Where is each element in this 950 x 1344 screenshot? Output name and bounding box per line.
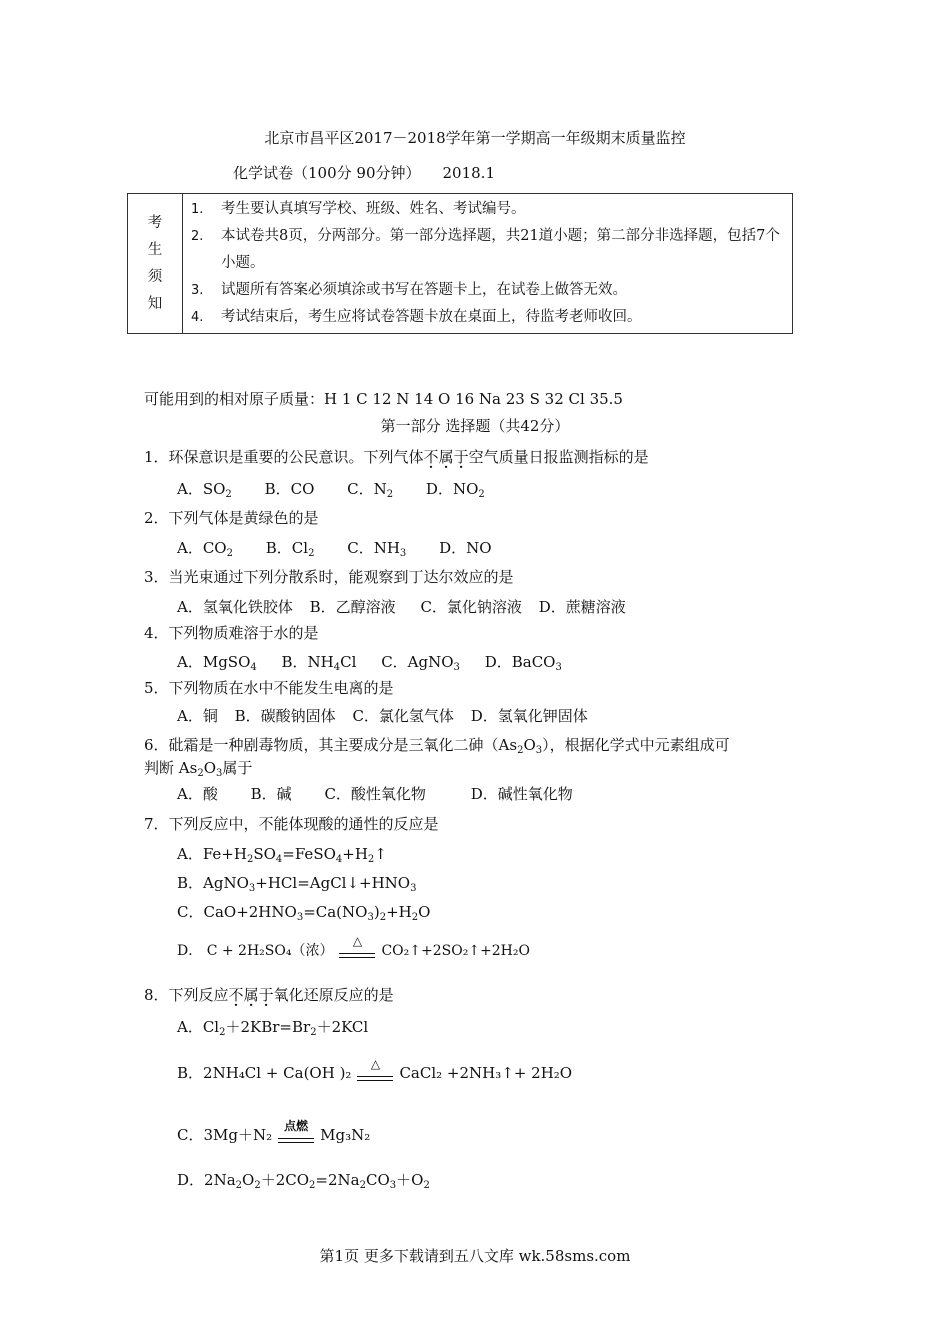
question-6-line1: 6．砒霜是一种剧毒物质，其主要成分是三氧化二砷$(As_2O_3)$，根据化学式中元素组成可 [144,736,730,756]
notice-text: 考生要认真填写学校、班级、姓名、考试编号。 [221,201,526,217]
side-char: 生 [147,241,163,258]
question-8: 8．下列反应不属于氧化还原反应的是 [144,986,394,1004]
option-a: A．酸 [177,785,218,803]
notice-num: 2. [191,229,204,244]
emphasis-char: 于 [453,448,469,466]
q8-option-a: A．$Cl_2+2KBr=Br_2+2KCl$ [177,1018,369,1038]
notice-content [183,194,793,334]
notice-box [127,193,793,334]
atomic-masses: 可能用到的相对原子质量：H 1 C 12 N 14 O 16 Na 23 S 32 Cl 35.5 [144,390,623,408]
emphasis-char: 属 [243,986,259,1004]
option-b: B．$Cl_2$ [265,539,315,559]
emphasis-char: 不 [228,986,244,1004]
side-char: 知 [147,295,163,312]
notice-num: 1. [191,202,204,217]
option-c: C．AgNO$_3$ [381,653,460,673]
q4-options [177,651,562,673]
question-7: 7．下列反应中，不能体现酸的通性的反应是 [144,815,439,833]
option-a: A．$SO_2$ [177,480,232,500]
question-2: 2．下列气体是黄绿色的是 [144,509,319,527]
q3-options [177,596,626,617]
notice-item [191,277,784,304]
q8-option-d: D．$2Na_2O_2+2CO_2=2Na_2CO_3+O_2$ [177,1171,430,1191]
question-3: 3．当光束通过下列分散系时，能观察到丁达尔效应的是 [144,568,514,586]
notice-item [191,223,784,277]
emphasis-char: 于 [258,986,274,1004]
option-d: D．氢氧化钾固体 [470,707,588,725]
option-b: B．碱 [250,785,292,803]
option-c: C．氯化氢气体 [352,707,454,725]
q7-option-a: A．$Fe+H_2SO_4=FeSO_4+H_2↑$ [177,845,387,865]
question-1 [144,446,649,467]
side-char: 考 [147,214,163,231]
question-6-line2: 判断 $As_2O_3$属于 [144,759,253,779]
notice-num: 3. [191,283,204,298]
subtitle-text: 化学试卷（100分 90分钟） [233,164,421,182]
ignite-condition: 点燃 [276,1125,316,1147]
exam-date: 2018.1 [442,164,495,182]
notice-text: 考试结束后，考生应将试卷答题卡放在桌面上，待监考老师收回。 [221,309,642,325]
option-d: D．BaCO$_3$ [484,653,562,673]
q6-options [177,783,573,804]
q1-text-end: 空气质量日报监测指标的是 [468,448,649,466]
q7-option-b: B．$AgNO_3+HCl=AgCl↓+HNO_3$ [177,874,417,894]
q8-option-b: B．2NH₄Cl + Ca(OH )₂ △ CaCl₂ +2NH₃↑+ 2H₂O [177,1062,572,1085]
q2-options [177,537,492,559]
option-a: A．氢氧化铁胶体 [177,598,293,616]
option-c: C．$NH_3$ [347,539,407,559]
q7-option-d: D． C + 2H₂SO₄（浓） △ CO₂↑+2SO₂↑+2H₂O [177,940,530,962]
option-d: D．NO [439,539,492,557]
option-a: A．铜 [177,707,218,725]
side-char: 须 [147,268,163,285]
notice-side-label [128,194,183,334]
notice-item [191,196,784,223]
notice-text: 本试卷共8页，分两部分。第一部分选择题，共21道小题；第二部分非选择题，包括7个小题。 [221,228,780,271]
option-b: B．$NH_4Cl$ [281,653,357,673]
exam-subtitle [233,162,495,183]
q1-text: 1．环保意识是重要的公民意识。下列气体 [144,448,424,466]
notice-item [191,304,784,331]
notice-num: 4. [191,310,204,325]
option-b: B．碳酸钠固体 [234,707,336,725]
option-c: C．$N_2$ [347,480,394,500]
emphasis-char: 不 [423,448,439,466]
option-b: B．CO [264,480,315,498]
question-5: 5．下列物质在水中不能发生电离的是 [144,679,394,697]
option-d: D．$NO_2$ [425,480,485,500]
q1-options [177,478,485,500]
section1-title: 第一部分 选择题（共42分） [380,417,570,435]
option-a: A．$CO_2$ [177,539,233,559]
q8-option-c: C．3Mg＋N₂ 点燃 Mg₃N₂ [177,1124,370,1147]
heat-condition: △ [355,1063,395,1085]
page-footer: 第1页 更多下载请到五八文库 wk.58sms.com [319,1247,631,1265]
option-d: D．碱性氧化物 [470,785,573,803]
option-c: C．酸性氧化物 [324,785,426,803]
heat-condition: △ [337,940,377,962]
option-a: A．MgSO$_4$ [177,653,257,673]
emphasis-char: 属 [438,448,454,466]
option-c: C．氯化钠溶液 [420,598,522,616]
option-b: B．乙醇溶液 [309,598,396,616]
exam-title: 北京市昌平区2017－2018学年第一学期高一年级期末质量监控 [264,129,686,147]
question-4: 4．下列物质难溶于水的是 [144,624,319,642]
q5-options [177,705,588,726]
option-d: D．蔗糖溶液 [538,598,626,616]
notice-text: 试题所有答案必须填涂或书写在答题卡上，在试卷上做答无效。 [221,282,627,298]
q7-option-c: C．$CaO+2HNO_3=Ca(NO_3)_2+H_2O$ [177,903,431,923]
